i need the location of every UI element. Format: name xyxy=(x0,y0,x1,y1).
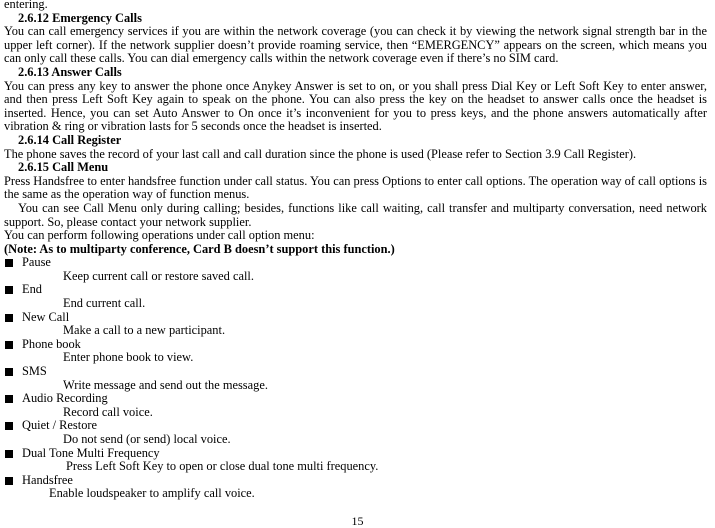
section-body-menu-1: Press Handsfree to enter handsfree function under call status. You can press Options to enter call options. The operation way of call options is the same as the operation way of function menus. xyxy=(4,173,707,202)
list-item xyxy=(4,311,707,338)
page-content xyxy=(4,0,707,501)
square-bullet-icon xyxy=(5,259,13,267)
list-item xyxy=(4,283,707,310)
square-bullet-icon xyxy=(5,450,13,458)
section-body-answer: You can press any key to answer the phone once Anykey Answer is set to on, or you shall press Dial Key or Left Soft Key to enter answer, and then press Left Soft Key again to speak on the phone. You can also press the key on the headset to answer calls once the headset is inserted. Hence, you can set Auto Answer to On once it’s inconvenient for you to press keys, and the phone answers automatically after vibration & ring or vibration lasts for 5 seconds once the headset is inserted. xyxy=(4,78,707,134)
option-description: Write message and send out the message. xyxy=(63,377,268,392)
section-heading-emergency: 2.6.12 Emergency Calls xyxy=(18,10,142,25)
section-body-register: The phone saves the record of your last call and call duration since the phone is used (Please refer to Section 3.9 Call Register). xyxy=(4,146,637,161)
option-description: Record call voice. xyxy=(63,404,153,419)
square-bullet-icon xyxy=(5,477,13,485)
option-title: Audio Recording xyxy=(22,391,108,406)
section-heading-menu: 2.6.15 Call Menu xyxy=(18,160,109,175)
option-title: New Call xyxy=(22,309,70,324)
option-description: Enable loudspeaker to amplify call voice. xyxy=(49,486,255,501)
list-item xyxy=(4,447,707,474)
square-bullet-icon xyxy=(5,314,13,322)
section-heading-answer: 2.6.13 Answer Calls xyxy=(18,64,122,79)
option-title: Pause xyxy=(22,255,51,270)
square-bullet-icon xyxy=(5,341,13,349)
option-title: End xyxy=(22,282,42,297)
option-title: SMS xyxy=(22,364,47,379)
option-description: Enter phone book to view. xyxy=(63,350,194,365)
square-bullet-icon xyxy=(5,395,13,403)
page-number: 15 xyxy=(351,514,364,528)
list-item xyxy=(4,256,707,283)
square-bullet-icon xyxy=(5,422,13,430)
call-options-list xyxy=(4,256,707,501)
section-body-emergency: You can call emergency services if you are within the network coverage (you can check it by viewing the network signal strength bar in the upper left corner). If the network supplier doesn’t provide roaming service, then “EMERGENCY” appears on the screen, which means you can only call these calls. You can dial emergency calls within the network coverage even if there’s no SIM card. xyxy=(4,24,707,66)
option-title: Quiet / Restore xyxy=(22,418,98,433)
section-body-menu-3: You can perform following operations under call option menu: xyxy=(4,228,315,243)
list-item xyxy=(4,392,707,419)
list-item xyxy=(4,419,707,446)
option-description: Keep current call or restore saved call. xyxy=(63,268,254,283)
option-description: End current call. xyxy=(63,296,146,311)
list-item xyxy=(4,365,707,392)
list-item xyxy=(4,474,707,501)
section-body-menu-2: You can see Call Menu only during calling; besides, functions like call waiting, call transfer and multiparty conversation, need network support. So, please contact your network supplier. xyxy=(4,200,707,229)
option-description: Do not send (or send) local voice. xyxy=(63,432,231,446)
option-description: Press Left Soft Key to open or close dual tone multi frequency. xyxy=(66,459,379,474)
square-bullet-icon xyxy=(5,368,13,376)
option-title: Handsfree xyxy=(22,472,73,487)
square-bullet-icon xyxy=(5,286,13,294)
option-title: Phone book xyxy=(22,336,81,351)
option-description: Make a call to a new participant. xyxy=(63,323,226,338)
option-title: Dual Tone Multi Frequency xyxy=(22,445,160,460)
list-item xyxy=(4,338,707,365)
lead-text: entering. xyxy=(4,0,48,11)
note-text: (Note: As to multiparty conference, Card B doesn’t support this function.) xyxy=(4,241,395,256)
section-heading-register: 2.6.14 Call Register xyxy=(18,132,122,147)
